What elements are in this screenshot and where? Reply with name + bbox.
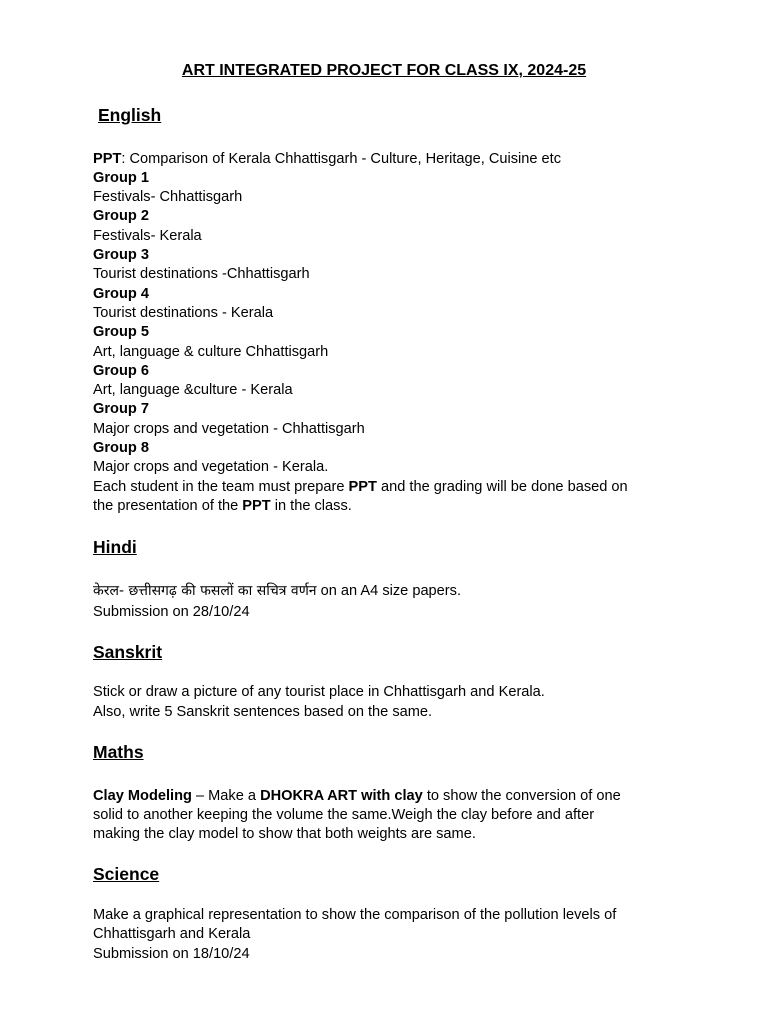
maths-text: – Make a xyxy=(191,788,261,804)
group-8-label: Group 8 xyxy=(93,440,149,456)
science-submission: Submission on 18/10/24 xyxy=(93,946,250,962)
note-text: in the class. xyxy=(270,498,352,514)
note-text: and the grading will be done based on xyxy=(376,479,628,495)
group-7-label: Group 7 xyxy=(93,401,149,417)
group-1-label: Group 1 xyxy=(93,170,149,186)
maths-line-2: solid to another keeping the volume the same.Weigh the clay before and after xyxy=(93,807,595,823)
ppt-line xyxy=(93,150,561,168)
english-note-line-1 xyxy=(93,478,628,496)
ppt-label: PPT xyxy=(93,151,122,167)
english-note-line-2 xyxy=(93,497,352,515)
group-2-label: Group 2 xyxy=(93,208,149,224)
group-5-topic: Art, language & culture Chhattisgarh xyxy=(93,344,329,360)
group-3-topic: Tourist destinations -Chhattisgarh xyxy=(93,266,310,282)
group-7-topic: Major crops and vegetation - Chhattisgarh xyxy=(93,421,365,437)
note-ppt-bold: PPT xyxy=(242,498,271,514)
hindi-submission: Submission on 28/10/24 xyxy=(93,604,250,620)
sanskrit-line-2: Also, write 5 Sanskrit sentences based on the same. xyxy=(93,704,433,720)
hindi-task-text: केरल- छत्तीसगढ़ की फसलों का सचित्र वर्णन xyxy=(93,583,317,599)
group-6-label: Group 6 xyxy=(93,363,149,379)
note-text: the presentation of the xyxy=(93,498,243,514)
group-3-label: Group 3 xyxy=(93,247,149,263)
hindi-heading: Hindi xyxy=(93,537,137,557)
maths-heading: Maths xyxy=(93,742,144,762)
maths-line-1 xyxy=(93,787,621,805)
dhokra-art-label: DHOKRA ART with clay xyxy=(260,788,423,804)
group-6-topic: Art, language &culture - Kerala xyxy=(93,382,293,398)
hindi-task-english: on an A4 size papers. xyxy=(316,583,462,599)
clay-modeling-label: Clay Modeling xyxy=(93,788,192,804)
maths-line-3: making the clay model to show that both weights are same. xyxy=(93,826,476,842)
maths-text: to show the conversion of one xyxy=(422,788,621,804)
english-heading: English xyxy=(98,105,162,125)
group-8-topic: Major crops and vegetation - Kerala. xyxy=(93,459,329,475)
note-text: Each student in the team must prepare xyxy=(93,479,349,495)
group-4-label: Group 4 xyxy=(93,286,149,302)
group-5-label: Group 5 xyxy=(93,324,149,340)
sanskrit-heading: Sanskrit xyxy=(93,642,163,662)
group-4-topic: Tourist destinations - Kerala xyxy=(93,305,274,321)
science-line-2: Chhattisgarh and Kerala xyxy=(93,926,251,942)
science-heading: Science xyxy=(93,864,160,884)
science-line-1: Make a graphical representation to show the comparison of the pollution levels of xyxy=(93,907,617,923)
group-2-topic: Festivals- Kerala xyxy=(93,228,202,244)
sanskrit-line-1: Stick or draw a picture of any tourist place in Chhattisgarh and Kerala. xyxy=(93,684,545,700)
hindi-task-line xyxy=(93,582,461,600)
page-title: ART INTEGRATED PROJECT FOR CLASS IX, 2024-25 xyxy=(181,62,587,79)
ppt-text: : Comparison of Kerala Chhattisgarh - Culture, Heritage, Cuisine etc xyxy=(121,151,562,167)
note-ppt-bold: PPT xyxy=(348,479,377,495)
group-1-topic: Festivals- Chhattisgarh xyxy=(93,189,243,205)
